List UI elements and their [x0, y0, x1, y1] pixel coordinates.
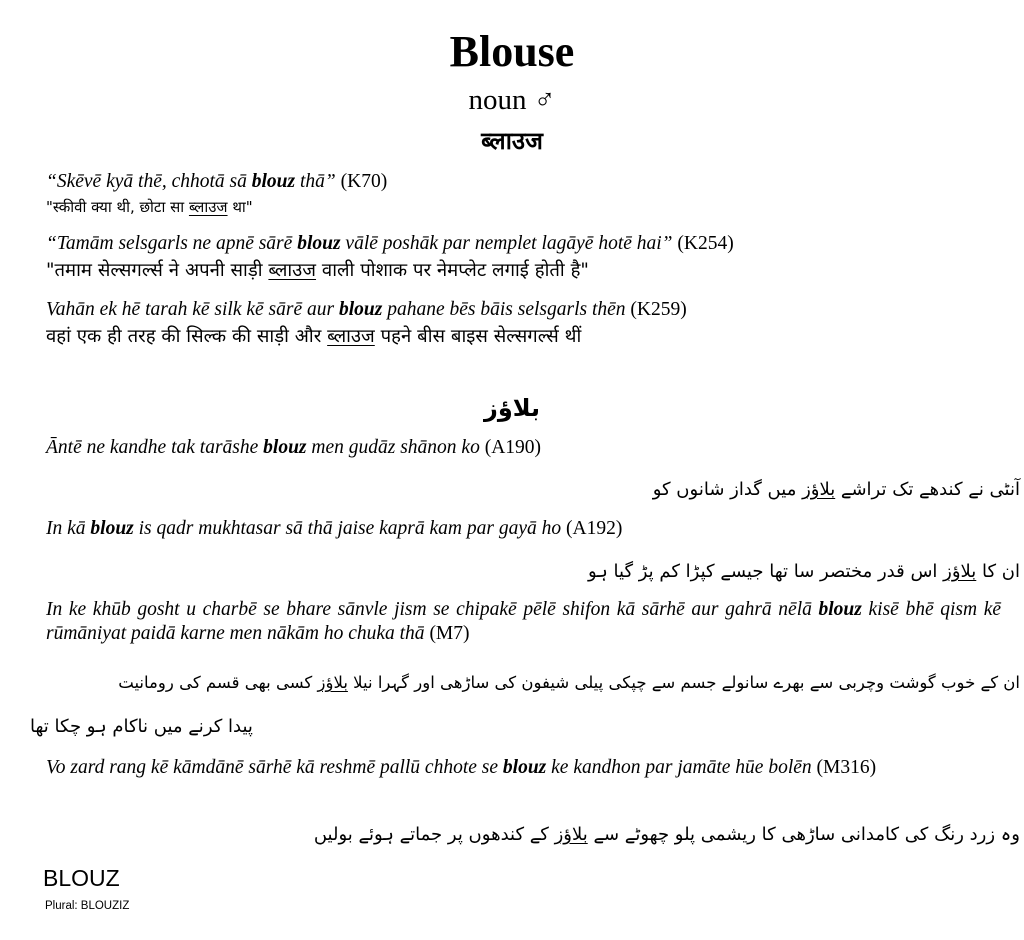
urdu-heading: بلاؤز [484, 394, 540, 422]
urdu-example-3-script-continued: پیدا کرنے میں ناکام ہو چکا تھا [30, 716, 253, 737]
hindi-example-2-script: "तमाम सेल्सगर्ल्स ने अपनी साड़ी ब्लाउज वाली पोशाक पर नेमप्लेट लगाई होती है" [46, 260, 589, 281]
urdu-example-3-transliteration: In ke khūb gosht u charbē se bhare sānvle jism se chipakē pēlē shifon kā sārhē aur gahrā nēlā blouz kisē bhē qism kē rūmāniyat paidā karne men nākām ho chuka thā (M7) [46, 599, 1001, 644]
plural-label: Plural: BLOUZIZ [45, 900, 130, 912]
hindi-example-1-transliteration: “Skēvē kyā thē, chhotā sā blouz thā” (K70) [46, 171, 388, 192]
hindi-heading: ब्लाउज [481, 127, 543, 155]
hindi-example-2-transliteration: “Tamām selsgarls ne apnē sārē blouz vālē poshāk par nemplet lagāyē hotē hai” (K254) [46, 233, 734, 254]
hindi-example-3-transliteration: Vahān ek hē tarah kē silk kē sārē aur blouz pahane bēs bāis selsgarls thēn (K259) [46, 299, 687, 320]
hindi-example-1-script: "स्कीवी क्या थी, छोटा सा ब्लाउज था" [46, 198, 253, 216]
headword-label: BLOUZ [43, 865, 120, 891]
part-of-speech: noun ♂ [468, 84, 556, 116]
urdu-example-2-transliteration: In kā blouz is qadr mukhtasar sā thā jaise kaprā kam par gayā ho (A192) [46, 518, 623, 539]
urdu-example-3-script: ان کے خوب گوشت وچربی سے بھرے سانولے جسم سے چپکی پیلی شیفون کی ساڑھی اور گہرا نیلا بلاؤز کسی بھی قسم کی رومانیت [118, 673, 1020, 692]
hindi-example-3-script: वहां एक ही तरह की सिल्क की साड़ी और ब्लाउज पहने बीस बाइस सेल्सगर्ल्स थीं [46, 326, 582, 347]
urdu-example-4-script: وہ زرد رنگ کی کامدانی ساڑھی کا ریشمی پلو چھوٹے سے بلاؤز کے کندھوں پر جماتے ہوئے بولیں [313, 824, 1020, 845]
urdu-example-1-transliteration: Āntē ne kandhe tak tarāshe blouz men gudāz shānon ko (A190) [46, 437, 542, 458]
entry-title: Blouse [449, 27, 575, 76]
urdu-example-1-script: آنٹی نے کندھے تک تراشے بلاؤز میں گداز شانوں کو [652, 479, 1020, 500]
urdu-example-2-script: ان کا بلاؤز اس قدر مختصر سا تھا جیسے کپڑا کم پڑ گیا ہو [587, 561, 1020, 582]
urdu-example-4-transliteration: Vo zard rang kē kāmdānē sārhē kā reshmē pallū chhote se blouz ke kandhon par jamāte hūe bolēn (M316) [46, 757, 877, 778]
